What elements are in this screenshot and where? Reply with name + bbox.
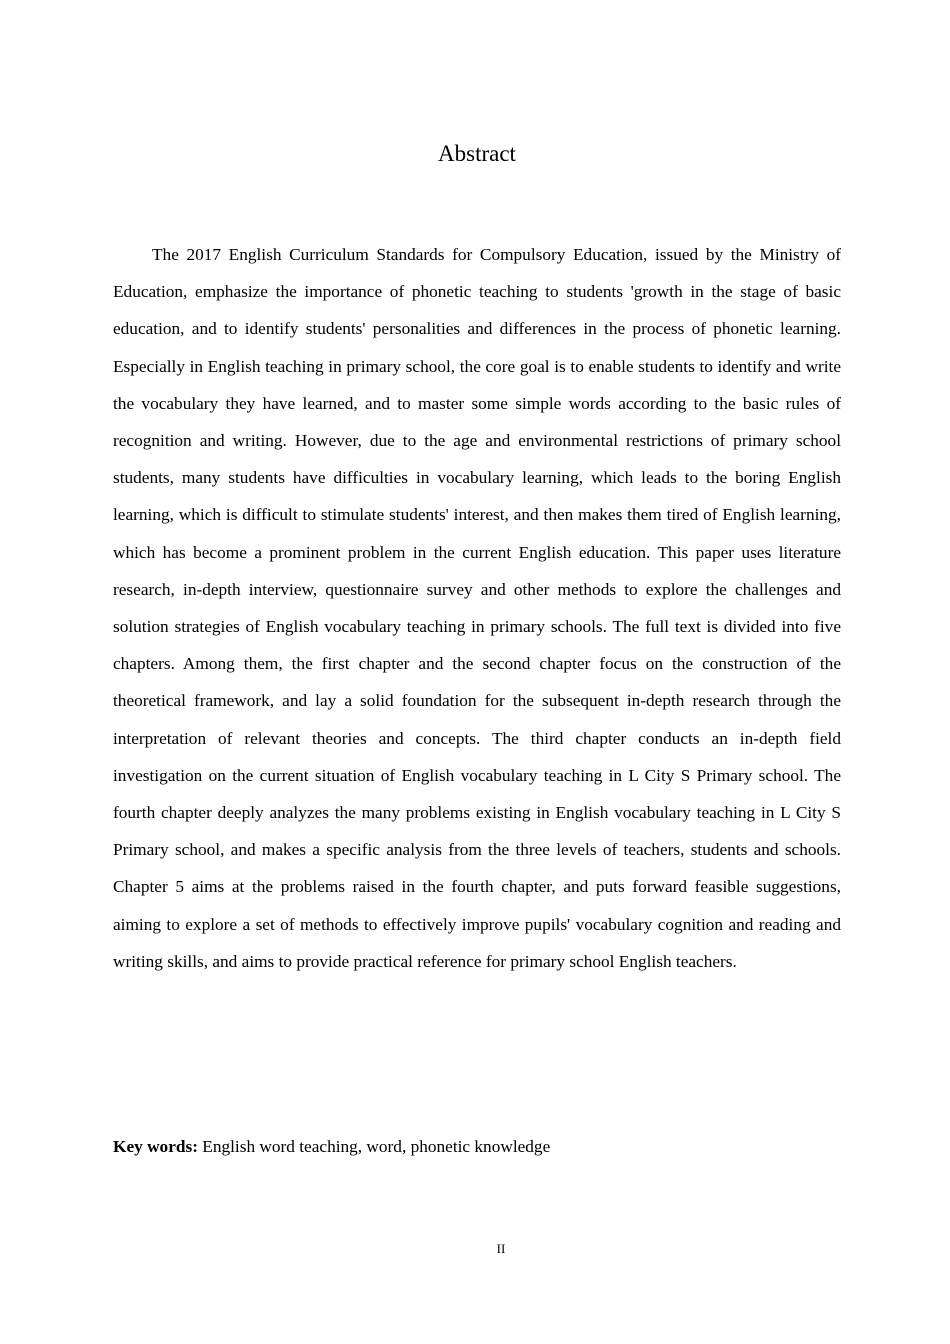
keywords-label: Key words: (113, 1137, 198, 1156)
page-number: II (496, 1241, 506, 1256)
abstract-paragraph: The 2017 English Curriculum Standards for Compulsory Education, issued by the Ministry of Education, emphasize the importance of phonetic teaching to students 'growth in the stage of basic education, and to identify students' personalities and differences in the process of phonetic learning. Especially in English teaching in primary school, the core goal is to enable students to identify and write the vocabulary they have learned, and to master some simple words according to the basic rules of recognition and writing. However, due to the age and environmental restrictions of primary school students, many students have difficulties in vocabulary learning, which leads to the boring English learning, which is difficult to stimulate students' interest, and then makes them tired of English learning, which has become a prominent problem in the current English education. This paper uses literature research, in-depth interview, questionnaire survey and other methods to explore the challenges and solution strategies of English vocabulary teaching in primary schools. The full text is divided into five chapters. Among them, the first chapter and the second chapter focus on the construction of the theoretical framework, and lay a solid foundation for the subsequent in-depth research through the interpretation of relevant theories and concepts. The third chapter conducts an in-depth field investigation on the current situation of English vocabulary teaching in L City S Primary school. The fourth chapter deeply analyzes the many problems existing in English vocabulary teaching in L City S Primary school, and makes a specific analysis from the three levels of teachers, students and schools. Chapter 5 aims at the problems raised in the fourth chapter, and puts forward feasible suggestions, aiming to explore a set of methods to effectively improve pupils' vocabulary cognition and reading and writing skills, and aims to provide practical reference for primary school English teachers. (113, 245, 841, 971)
keywords-text: English word teaching, word, phonetic knowledge (202, 1137, 551, 1156)
keywords-line (113, 1128, 841, 1165)
page-title: Abstract (438, 141, 516, 166)
